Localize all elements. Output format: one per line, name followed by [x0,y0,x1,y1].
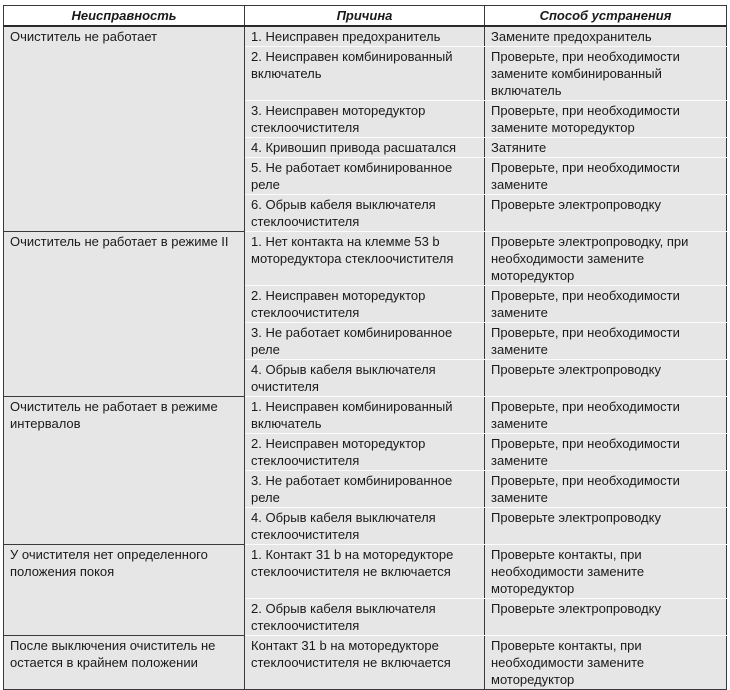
header-cause: Причина [245,6,485,27]
cause-cell: 1. Контакт 31 b на моторедукторе стеклоочистителя не включается [245,545,485,599]
table-row [4,26,727,47]
table-row [4,158,727,195]
remedy-cell: Проверьте, при необходимости замените [485,286,727,323]
cause-cell: 6. Обрыв кабеля выключателя стеклоочистителя [245,195,485,232]
remedy-cell: Проверьте, при необходимости замените комбинированный включатель [485,47,727,101]
table-row [4,360,727,397]
remedy-cell: Проверьте, при необходимости замените моторедуктор [485,101,727,138]
fault-cell [4,286,245,323]
fault-cell [4,158,245,195]
table-row [4,636,727,690]
cause-cell: 2. Обрыв кабеля выключателя стеклоочистителя [245,599,485,636]
cause-cell: 2. Неисправен моторедуктор стеклоочистителя [245,286,485,323]
remedy-cell: Проверьте контакты, при необходимости замените моторедуктор [485,545,727,599]
table-row [4,323,727,360]
fault-cell: Очиститель не работает в режиме интервалов [4,397,245,434]
cause-cell: 1. Неисправен комбинированный включатель [245,397,485,434]
fault-cell [4,47,245,101]
fault-cell [4,508,245,545]
cause-cell: 1. Неисправен предохранитель [245,26,485,47]
fault-cell: После выключения очиститель не остается в крайнем положении [4,636,245,690]
table-row [4,508,727,545]
cause-cell: 3. Неисправен моторедуктор стеклоочистителя [245,101,485,138]
fault-cell: У очистителя нет определенного положения покоя [4,545,245,599]
table-row [4,545,727,599]
fault-cell [4,195,245,232]
fault-cell [4,360,245,397]
fault-cell: Очиститель не работает в режиме II [4,232,245,286]
troubleshooting-table-container [3,5,726,690]
fault-cell [4,138,245,158]
cause-cell: 4. Кривошип привода расшатался [245,138,485,158]
table-row [4,434,727,471]
header-remedy: Способ устранения [485,6,727,27]
cause-cell: Контакт 31 b на моторедукторе стеклоочистителя не включается [245,636,485,690]
remedy-cell: Проверьте электропроводку, при необходимости замените моторедуктор [485,232,727,286]
remedy-cell: Затяните [485,138,727,158]
fault-cell: Очиститель не работает [4,26,245,47]
troubleshooting-table [3,5,727,690]
table-row [4,471,727,508]
fault-cell [4,599,245,636]
table-row [4,397,727,434]
cause-cell: 4. Обрыв кабеля выключателя стеклоочистителя [245,508,485,545]
table-row [4,232,727,286]
fault-cell [4,471,245,508]
remedy-cell: Проверьте, при необходимости замените [485,158,727,195]
remedy-cell: Проверьте электропроводку [485,360,727,397]
cause-cell: 2. Неисправен комбинированный включатель [245,47,485,101]
cause-cell: 4. Обрыв кабеля выключателя очистителя [245,360,485,397]
table-row [4,101,727,138]
cause-cell: 3. Не работает комбинированное реле [245,323,485,360]
remedy-cell: Проверьте электропроводку [485,599,727,636]
cause-cell: 3. Не работает комбинированное реле [245,471,485,508]
remedy-cell: Проверьте, при необходимости замените [485,397,727,434]
table-row [4,599,727,636]
cause-cell: 1. Нет контакта на клемме 53 b моторедуктора стеклоочистителя [245,232,485,286]
remedy-cell: Проверьте электропроводку [485,508,727,545]
cause-cell: 2. Неисправен моторедуктор стеклоочистителя [245,434,485,471]
fault-cell [4,323,245,360]
remedy-cell: Проверьте, при необходимости замените [485,323,727,360]
fault-cell [4,101,245,138]
table-header-row [4,6,727,27]
table-row [4,138,727,158]
table-row [4,195,727,232]
remedy-cell: Замените предохранитель [485,26,727,47]
remedy-cell: Проверьте, при необходимости замените [485,471,727,508]
remedy-cell: Проверьте контакты, при необходимости замените моторедуктор [485,636,727,690]
cause-cell: 5. Не работает комбинированное реле [245,158,485,195]
remedy-cell: Проверьте электропроводку [485,195,727,232]
fault-cell [4,434,245,471]
table-row [4,286,727,323]
remedy-cell: Проверьте, при необходимости замените [485,434,727,471]
header-fault: Неисправность [4,6,245,27]
table-row [4,47,727,101]
